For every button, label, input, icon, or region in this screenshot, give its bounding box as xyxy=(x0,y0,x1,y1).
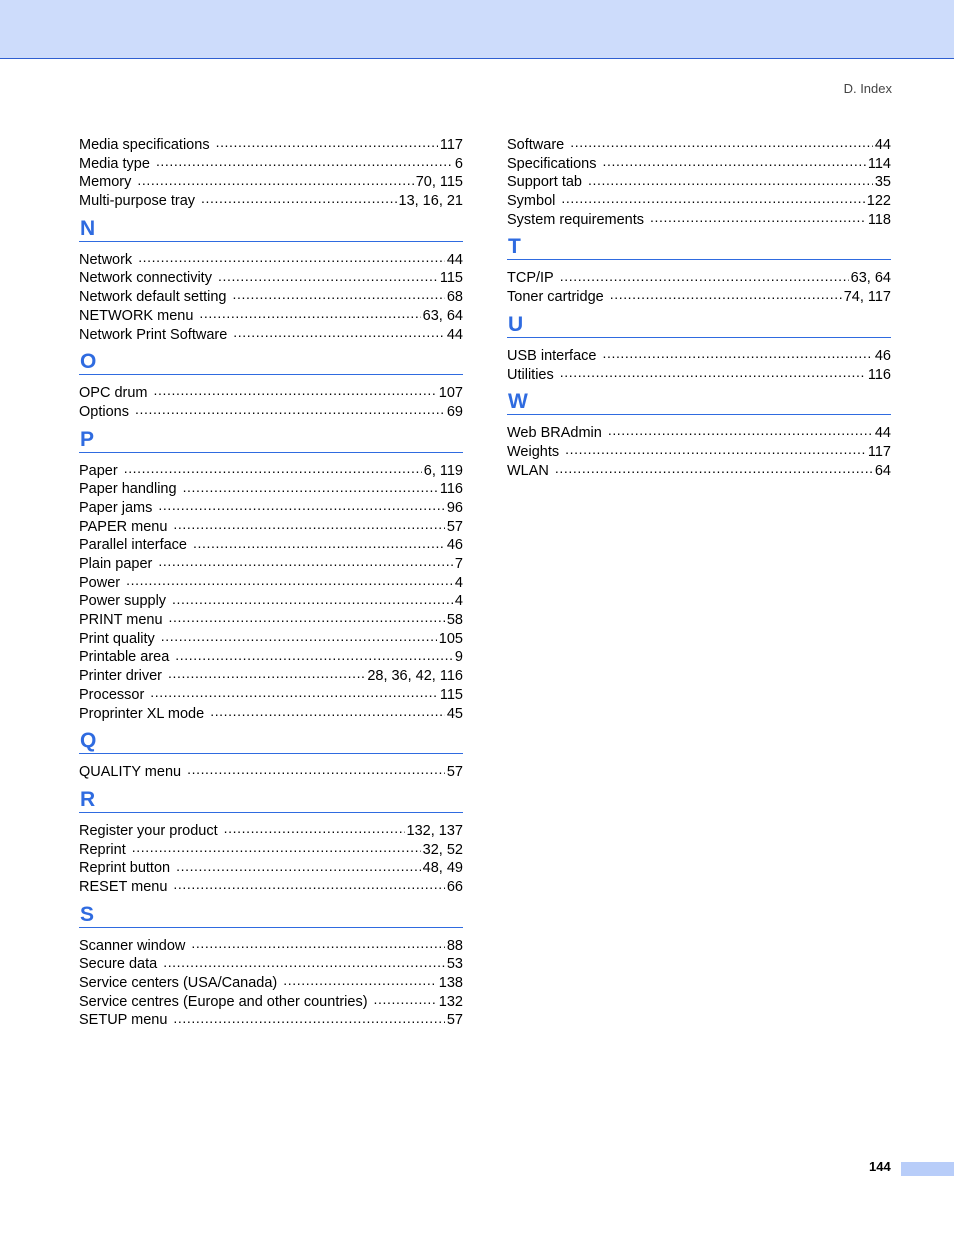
index-entry xyxy=(79,686,463,705)
index-term: Print quality xyxy=(79,630,155,647)
index-page-refs: 9 xyxy=(454,649,463,666)
index-term: Secure data xyxy=(79,956,158,973)
index-term: Weights xyxy=(507,443,560,460)
dot-leader xyxy=(158,500,445,512)
dot-leader xyxy=(216,137,438,149)
index-page-refs: 44 xyxy=(874,425,891,442)
index-page-refs: 116 xyxy=(867,366,891,383)
index-section-continued xyxy=(507,136,891,229)
index-page-refs: 70, 115 xyxy=(415,174,463,191)
index-page-refs: 6 xyxy=(454,155,463,172)
index-page-refs: 88 xyxy=(446,937,463,954)
index-entry xyxy=(507,288,891,307)
index-section-o xyxy=(79,350,463,421)
index-entry xyxy=(507,269,891,288)
index-entry xyxy=(79,841,463,860)
index-section-w xyxy=(507,390,891,480)
dot-leader xyxy=(124,463,422,475)
index-term: RESET menu xyxy=(79,878,168,895)
index-letter-heading: N xyxy=(79,217,463,242)
index-term: Network default setting xyxy=(79,289,227,306)
index-page-refs: 53 xyxy=(446,956,463,973)
index-term: OPC drum xyxy=(79,385,148,402)
index-entry xyxy=(507,347,891,366)
index-entry xyxy=(507,173,891,192)
index-entry xyxy=(79,499,463,518)
index-section-t xyxy=(507,235,891,306)
index-page-refs: 68 xyxy=(446,289,463,306)
index-page-refs: 96 xyxy=(446,499,463,516)
dot-leader xyxy=(173,519,444,531)
dot-leader xyxy=(163,956,445,968)
dot-leader xyxy=(156,156,453,168)
index-term: Proprinter XL mode xyxy=(79,705,205,722)
index-entry xyxy=(79,155,463,174)
header-band xyxy=(0,0,954,59)
index-entry xyxy=(79,307,463,326)
index-page-refs: 58 xyxy=(446,612,463,629)
index-section-r xyxy=(79,788,463,897)
dot-leader xyxy=(201,193,396,205)
index-term: USB interface xyxy=(507,347,597,364)
index-page-refs: 107 xyxy=(438,385,463,402)
index-term: Symbol xyxy=(507,193,556,210)
index-entry xyxy=(79,1011,463,1030)
index-term: PAPER menu xyxy=(79,518,168,535)
index-page-refs: 48, 49 xyxy=(422,860,463,877)
dot-leader xyxy=(158,556,453,568)
index-term: QUALITY menu xyxy=(79,764,182,781)
index-term: Processor xyxy=(79,686,145,703)
dot-leader xyxy=(183,481,438,493)
index-entry xyxy=(79,251,463,270)
index-page-refs: 117 xyxy=(867,443,891,460)
index-term: System requirements xyxy=(507,211,644,228)
index-entry xyxy=(79,136,463,155)
page-tab xyxy=(901,1162,954,1176)
index-term: WLAN xyxy=(507,462,549,479)
index-page-refs: 105 xyxy=(438,630,463,647)
dot-leader xyxy=(173,1012,444,1024)
dot-leader xyxy=(602,156,865,168)
dot-leader xyxy=(175,649,453,661)
index-page-refs: 6, 119 xyxy=(423,462,463,479)
dot-leader xyxy=(602,348,872,360)
dot-leader xyxy=(173,879,444,891)
index-term: Memory xyxy=(79,174,132,191)
index-entry xyxy=(79,974,463,993)
index-term: Paper xyxy=(79,462,118,479)
index-entry xyxy=(507,443,891,462)
dot-leader xyxy=(137,174,413,186)
index-page-refs: 115 xyxy=(439,686,463,703)
index-term: Plain paper xyxy=(79,556,153,572)
index-term: Software xyxy=(507,137,565,153)
index-entry xyxy=(79,993,463,1012)
index-entry xyxy=(79,937,463,956)
dot-leader xyxy=(138,252,445,264)
index-entry xyxy=(79,574,463,593)
dot-leader xyxy=(374,994,437,1006)
index-term: Scanner window xyxy=(79,937,186,954)
index-section-continued xyxy=(79,136,463,211)
index-page-refs: 44 xyxy=(446,251,463,268)
index-term: NETWORK menu xyxy=(79,307,194,324)
index-page-refs: 64 xyxy=(874,462,891,479)
dot-leader xyxy=(150,687,438,699)
dot-leader xyxy=(561,193,864,205)
index-column-left xyxy=(79,136,463,1030)
index-term: Power supply xyxy=(79,593,167,610)
index-page-refs: 118 xyxy=(867,211,891,228)
index-page-refs: 44 xyxy=(874,137,891,153)
index-page-refs: 13, 16, 21 xyxy=(398,193,463,210)
index-page-refs: 4 xyxy=(454,574,463,591)
index-term: Web BRAdmin xyxy=(507,425,602,442)
index-term: Network Print Software xyxy=(79,326,228,343)
index-term: Support tab xyxy=(507,174,582,191)
dot-leader xyxy=(218,270,438,282)
index-entry xyxy=(507,424,891,443)
dot-leader xyxy=(135,404,445,416)
index-page-refs: 57 xyxy=(446,518,463,535)
index-entry xyxy=(507,366,891,385)
index-section-u xyxy=(507,313,891,384)
index-term: Paper jams xyxy=(79,499,153,516)
index-entry xyxy=(79,480,463,499)
index-page-refs: 117 xyxy=(439,137,463,153)
dot-leader xyxy=(565,444,866,456)
dot-leader xyxy=(650,212,866,224)
index-page-refs: 57 xyxy=(446,764,463,781)
index-page-refs: 46 xyxy=(874,347,891,364)
index-page-refs: 28, 36, 42, 116 xyxy=(367,668,463,685)
index-page-refs: 132 xyxy=(438,993,463,1010)
dot-leader xyxy=(199,308,420,320)
dot-leader xyxy=(132,842,421,854)
index-page-refs: 57 xyxy=(446,1012,463,1029)
index-entry xyxy=(79,288,463,307)
index-page-refs: 32, 52 xyxy=(422,841,463,858)
index-letter-heading: S xyxy=(79,903,463,928)
dot-leader xyxy=(161,631,437,643)
index-entry xyxy=(79,536,463,555)
index-letter-heading: U xyxy=(507,313,891,338)
index-page-refs: 74, 117 xyxy=(843,289,891,306)
index-letter-heading: W xyxy=(507,390,891,415)
index-entry xyxy=(79,705,463,724)
page-number: 144 xyxy=(869,1159,891,1174)
index-page-refs: 122 xyxy=(866,193,891,210)
dot-leader xyxy=(555,463,873,475)
index-entry xyxy=(79,192,463,211)
index-page-refs: 45 xyxy=(446,705,463,722)
dot-leader xyxy=(610,289,842,301)
dot-leader xyxy=(560,270,849,282)
index-page-refs: 35 xyxy=(874,174,891,191)
index-page-refs: 4 xyxy=(454,593,463,610)
index-section-q xyxy=(79,729,463,782)
index-page-refs: 69 xyxy=(446,403,463,420)
dot-leader xyxy=(191,938,444,950)
index-term: SETUP menu xyxy=(79,1012,168,1029)
dot-leader xyxy=(187,764,445,776)
index-entry xyxy=(79,822,463,841)
index-entry xyxy=(79,859,463,878)
index-page-refs: 63, 64 xyxy=(422,307,463,324)
index-page-refs: 138 xyxy=(438,975,463,991)
index-term: Media specifications xyxy=(79,137,210,153)
index-term: Toner cartridge xyxy=(507,289,604,306)
index-page-refs: 46 xyxy=(446,537,463,554)
index-entry xyxy=(79,592,463,611)
index-term: Printer driver xyxy=(79,668,162,685)
index-entry xyxy=(507,136,891,155)
index-term: Network connectivity xyxy=(79,270,212,287)
index-term: Options xyxy=(79,403,129,420)
index-entry xyxy=(79,462,463,481)
index-term: Utilities xyxy=(507,366,554,383)
dot-leader xyxy=(193,537,445,549)
index-section-n xyxy=(79,217,463,344)
index-letter-heading: R xyxy=(79,788,463,813)
index-page-refs: 114 xyxy=(867,155,891,172)
index-entry xyxy=(79,630,463,649)
index-entry xyxy=(79,667,463,686)
index-term: Multi-purpose tray xyxy=(79,193,196,210)
index-entry xyxy=(79,518,463,537)
index-letter-heading: O xyxy=(79,350,463,375)
index-term: Reprint xyxy=(79,841,126,858)
index-section-p xyxy=(79,428,463,724)
index-entry xyxy=(507,211,891,230)
index-term: Register your product xyxy=(79,822,218,839)
index-term: Network xyxy=(79,251,133,268)
index-page-refs: 66 xyxy=(446,878,463,895)
dot-leader xyxy=(154,385,437,397)
index-entry xyxy=(79,173,463,192)
index-entry xyxy=(79,269,463,288)
index-entry xyxy=(507,462,891,481)
index-entry xyxy=(79,326,463,345)
index-page-refs: 115 xyxy=(439,270,463,287)
index-entry xyxy=(79,878,463,897)
index-column-right xyxy=(507,136,891,480)
dot-leader xyxy=(210,706,445,718)
index-letter-heading: P xyxy=(79,428,463,453)
index-term: Printable area xyxy=(79,649,170,666)
index-term: PRINT menu xyxy=(79,612,163,629)
dot-leader xyxy=(168,668,365,680)
index-term: Parallel interface xyxy=(79,537,187,554)
index-entry xyxy=(79,611,463,630)
dot-leader xyxy=(176,860,421,872)
dot-leader xyxy=(570,137,873,149)
section-label: D. Index xyxy=(843,81,892,96)
dot-leader xyxy=(224,823,405,835)
dot-leader xyxy=(172,593,453,605)
index-entry xyxy=(507,192,891,211)
index-entry xyxy=(79,955,463,974)
index-page-refs: 116 xyxy=(439,481,463,498)
dot-leader xyxy=(608,425,873,437)
index-term: Reprint button xyxy=(79,860,171,877)
index-entry xyxy=(79,403,463,422)
index-page-refs: 63, 64 xyxy=(850,270,891,287)
index-letter-heading: Q xyxy=(79,729,463,754)
index-term: Paper handling xyxy=(79,481,177,498)
dot-leader xyxy=(169,612,445,624)
index-letter-heading: T xyxy=(507,235,891,260)
index-term: Media type xyxy=(79,155,150,172)
index-term: Service centers (USA/Canada) xyxy=(79,975,278,991)
index-page-refs: 132, 137 xyxy=(406,822,463,839)
index-entry xyxy=(79,384,463,403)
dot-leader xyxy=(233,327,445,339)
index-page-refs: 7 xyxy=(454,556,463,572)
index-entry xyxy=(79,648,463,667)
dot-leader xyxy=(233,289,445,301)
index-page-refs: 44 xyxy=(446,326,463,343)
dot-leader xyxy=(560,367,866,379)
dot-leader xyxy=(283,975,437,987)
index-entry xyxy=(507,155,891,174)
dot-leader xyxy=(588,174,873,186)
index-term: Service centres (Europe and other countries) xyxy=(79,993,368,1010)
dot-leader xyxy=(126,575,453,587)
index-term: Power xyxy=(79,574,121,591)
index-section-s xyxy=(79,903,463,1030)
index-entry xyxy=(79,555,463,574)
index-entry xyxy=(79,763,463,782)
index-term: Specifications xyxy=(507,155,597,172)
index-term: TCP/IP xyxy=(507,270,554,287)
